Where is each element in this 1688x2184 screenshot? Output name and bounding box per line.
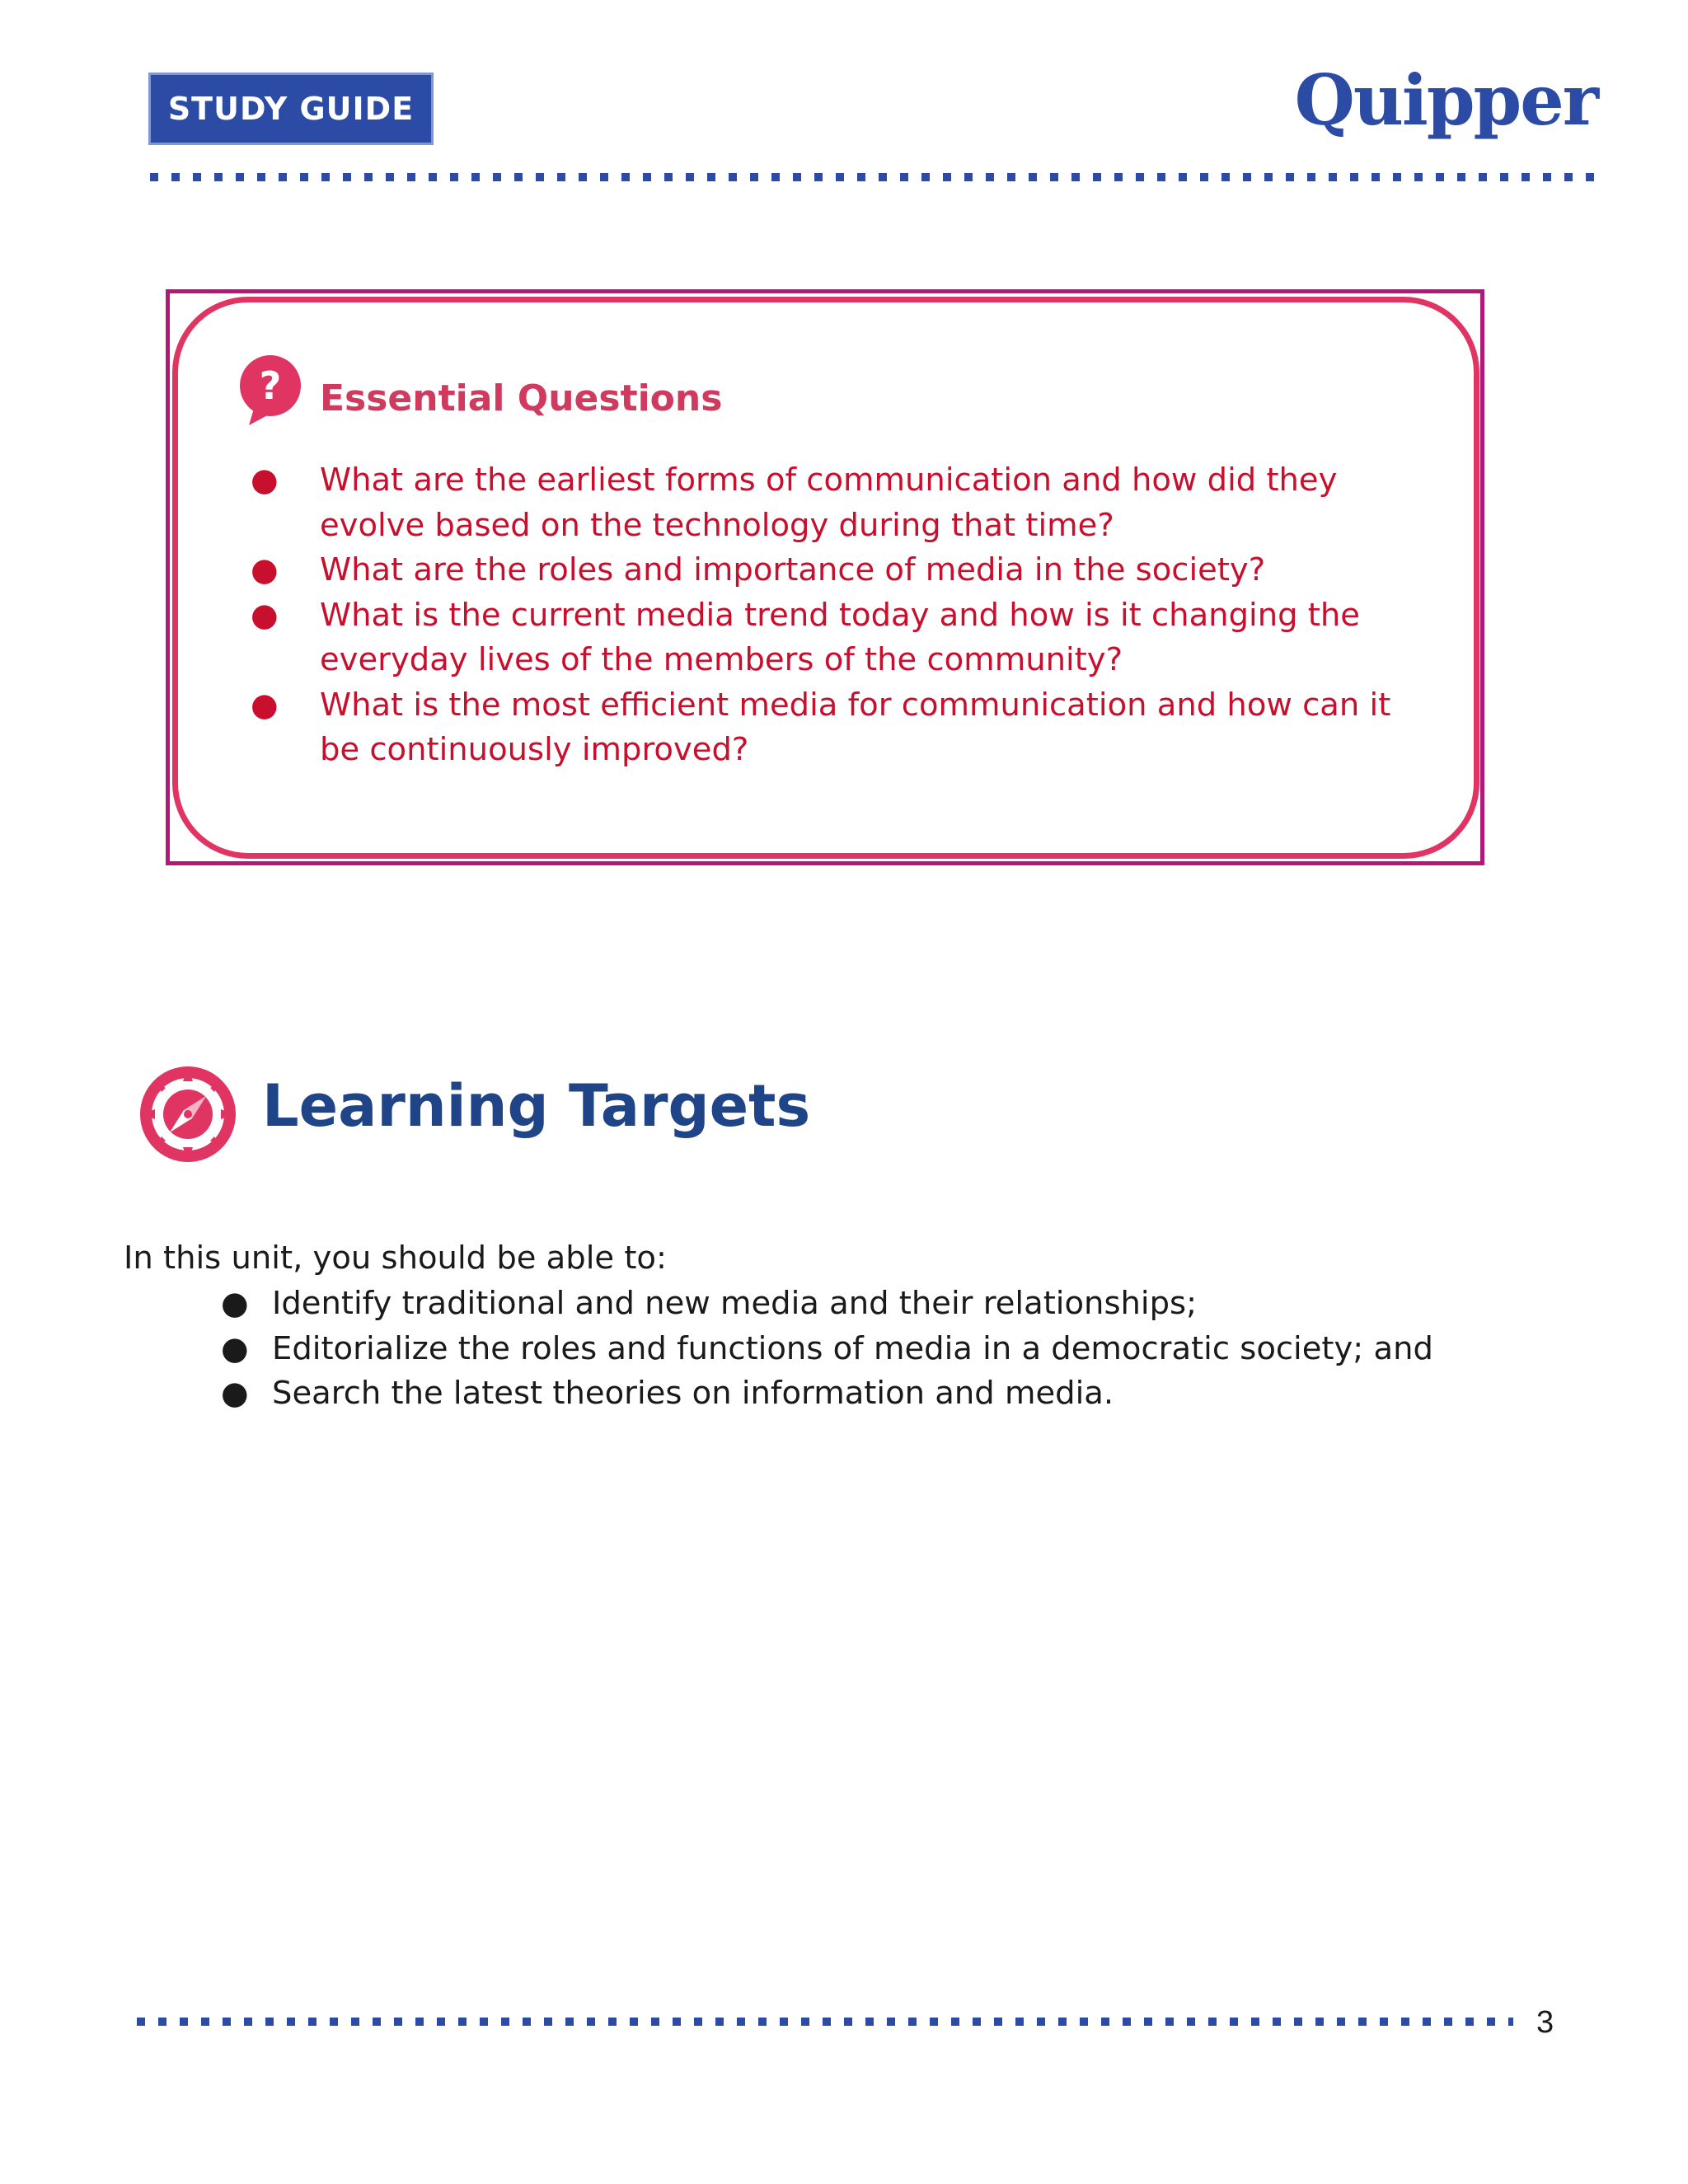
list-item bbox=[221, 1327, 1433, 1372]
target-text: Search the latest theories on information and media. bbox=[272, 1375, 1114, 1412]
bullet-icon: ● bbox=[221, 1329, 249, 1367]
learning-targets-list bbox=[221, 1282, 1433, 1417]
question-text: What is the current media trend today and how is it changing the everyday lives of the members of the community? bbox=[320, 596, 1360, 678]
question-text: What are the earliest forms of communication and how did they evolve based on the technology during that time? bbox=[320, 462, 1338, 544]
learning-targets-heading: Learning Targets bbox=[262, 1072, 811, 1140]
bullet-icon: ● bbox=[221, 1285, 249, 1322]
compass-icon bbox=[137, 1063, 239, 1165]
question-bubble-icon bbox=[237, 354, 303, 429]
question-text: What are the roles and importance of media in the society? bbox=[320, 551, 1266, 588]
study-guide-label: STUDY GUIDE bbox=[167, 91, 415, 127]
target-text: Editorialize the roles and functions of media in a democratic society; and bbox=[272, 1329, 1433, 1367]
bullet-icon: ● bbox=[251, 596, 279, 634]
study-guide-badge bbox=[148, 73, 434, 145]
bullet-icon: ● bbox=[251, 462, 279, 499]
list-item bbox=[247, 548, 1418, 593]
target-text: Identify traditional and new media and their relationships; bbox=[272, 1285, 1198, 1322]
question-text: What is the most efficient media for communication and how can it be continuously improved? bbox=[320, 686, 1391, 768]
bullet-icon: ● bbox=[221, 1375, 249, 1412]
quipper-logo: Quipper bbox=[1294, 59, 1597, 141]
essential-questions-list bbox=[247, 458, 1418, 773]
list-item bbox=[247, 458, 1418, 548]
learning-targets-intro: In this unit, you should be able to: bbox=[124, 1240, 667, 1277]
list-item bbox=[221, 1371, 1433, 1417]
page-number: 3 bbox=[1536, 2005, 1554, 2040]
list-item bbox=[247, 593, 1418, 683]
bullet-icon: ● bbox=[251, 551, 279, 588]
svg-text:?: ? bbox=[259, 363, 282, 408]
header-dotted-divider bbox=[150, 173, 1594, 181]
footer-dotted-divider bbox=[137, 2018, 1513, 2026]
list-item bbox=[221, 1282, 1433, 1327]
list-item bbox=[247, 683, 1418, 773]
bullet-icon: ● bbox=[251, 686, 279, 724]
essential-questions-title: Essential Questions bbox=[320, 377, 723, 419]
